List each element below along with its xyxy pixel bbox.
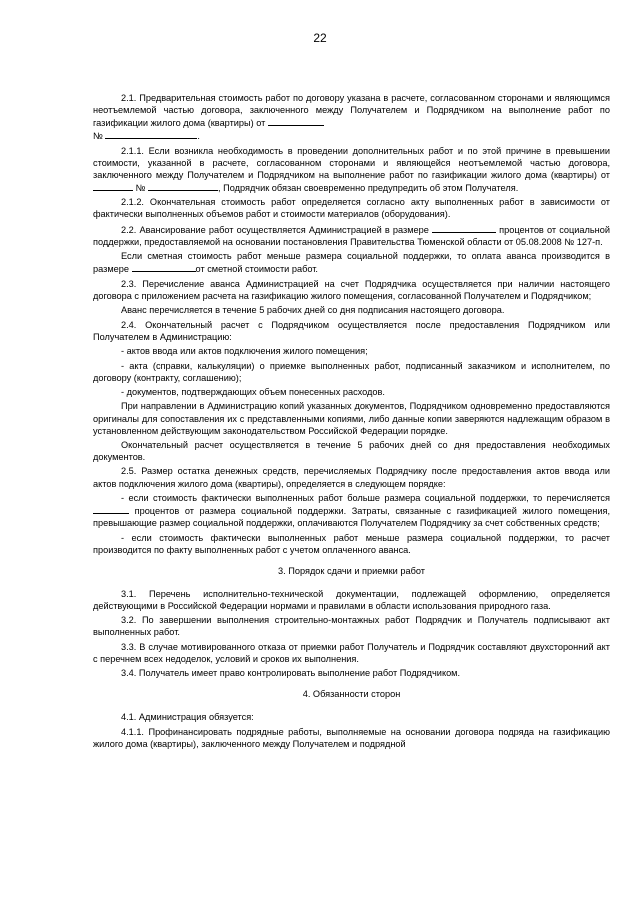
- list-item: - если стоимость фактически выполненных работ больше размера социальной поддержки, то перечисляется процентов от размера социальной поддержки. Затраты, связанные с газификацией жилого помещения, превышающие размер социальной поддержки, оплачиваются Получателем Подрядчику за счет собственных средств;: [93, 492, 610, 529]
- number-blank: [105, 129, 197, 139]
- clause-4-1: 4.1. Администрация обязуется:: [121, 712, 254, 723]
- list-item: - актов ввода или актов подключения жилого помещения;: [121, 346, 368, 357]
- list-item: - акта (справки, калькуляции) о приемке выполненных работ, подписанный заказчиком и исполнителем, по договору (контракту, соглашению);: [93, 360, 610, 383]
- clause-2-2-estimate: Если сметная стоимость работ меньше размера социальной поддержки, то оплата аванса производится в размере от сметной стоимости работ.: [93, 251, 610, 275]
- clause-2-1-1: 2.1.1. Если возникла необходимость в проведении дополнительных работ и по этой причине в превышении стоимости, указанной в расчете, согласованном сторонами и являющейся неотъемлемой частью договора, заключенного между Получателем и Подрядчиком на выполнение работ по газификации жилого дома (квартиры) от № , Подрядчик обязан своевременно предупредить об этом Получателя.: [93, 145, 610, 193]
- date-blank: [93, 181, 133, 191]
- clause-2-4-final: Окончательный расчет осуществляется в течение 5 рабочих дней со дня предоставления необходимых документов.: [93, 440, 610, 463]
- page-number: 22: [313, 31, 327, 45]
- clause-2-3-advance: Аванс перечисляется в течение 5 рабочих дней со дня подписания настоящего договора.: [121, 305, 505, 316]
- clause-4-1-1: 4.1.1. Профинансировать подрядные работы, выполняемые на основании договора подряда на газификацию жилого дома (квартиры), заключенного между Получателем и подрядной: [93, 726, 610, 749]
- clause-2-1: 2.1. Предварительная стоимость работ по договору указана в расчете, согласованном сторонами и являющимся неотъемлемой частью договора, заключенного между Получателем и Подрядчиком на выполнение работ по газификации жилого дома (квартиры) от № .: [93, 93, 610, 142]
- number-blank: [148, 181, 218, 191]
- clause-2-1-2: 2.1.2. Окончательная стоимость работ определяется согласно акту выполненных работ в зависимости от фактически выполненных объемов работ и стоимости материалов (оборудования).: [93, 197, 610, 220]
- section-heading-3: 3. Порядок сдачи и приемки работ: [278, 565, 425, 576]
- clause-3-4: 3.4. Получатель имеет право контролировать выполнение работ Подрядчиком.: [121, 668, 461, 679]
- clause-2-4: 2.4. Окончательный расчет с Подрядчиком осуществляется после предоставления Подрядчиком или Получателем в Администрацию:: [93, 319, 610, 342]
- document-body: [93, 92, 610, 752]
- percent-blank: [432, 223, 496, 233]
- date-blank: [268, 116, 324, 126]
- list-item: - документов, подтверждающих объем понесенных расходов.: [121, 387, 385, 398]
- clause-2-4-copies: При направлении в Администрацию копий указанных документов, Подрядчиком одновременно предоставляются оригиналы для сопоставления их с представленными копиями, либо данные копии заверяются надлежащим образом в установленном действующим законодательством Российской Федерации порядке.: [93, 401, 610, 436]
- clause-3-2: 3.2. По завершении выполнения строительно-монтажных работ Подрядчик и Получатель подписывают акт выполненных работ.: [93, 615, 610, 638]
- clause-3-3: 3.3. В случае мотивированного отказа от приемки работ Получатель и Подрядчик составляют двухсторонний акт с перечнем всех недоделок, условий и сроков их выполнения.: [93, 641, 610, 664]
- percent-blank: [93, 504, 129, 514]
- clause-2-3: 2.3. Перечисление аванса Администрацией на счет Подрядчика осуществляется при наличии настоящего договора с приложением расчета на газификацию жилого помещения, согласованной Получателем и Подрядчиком;: [93, 278, 610, 301]
- amount-blank: [132, 262, 196, 272]
- clause-2-5: 2.5. Размер остатка денежных средств, перечисляемых Подрядчику после предоставления актов ввода или актов подключения жилого дома (квартиры), определяется в следующем порядке:: [93, 466, 610, 489]
- clause-2-2: 2.2. Авансирование работ осуществляется Администрацией в размере процентов от социальной поддержки, предоставляемой на основании постановления Правительства Тюменской области от 05.08.2008 № 127-п.: [93, 224, 610, 247]
- list-item: - если стоимость фактически выполненных работ меньше размера социальной поддержки, то расчет производится по факту выполненных работ с учетом оплаченного аванса.: [93, 532, 610, 555]
- clause-3-1: 3.1. Перечень исполнительно-технической документации, подлежащей оформлению, определяется действующими в Российской Федерации нормами и правилами в области использования природного газа.: [93, 588, 610, 611]
- section-heading-4: 4. Обязанности сторон: [302, 689, 401, 700]
